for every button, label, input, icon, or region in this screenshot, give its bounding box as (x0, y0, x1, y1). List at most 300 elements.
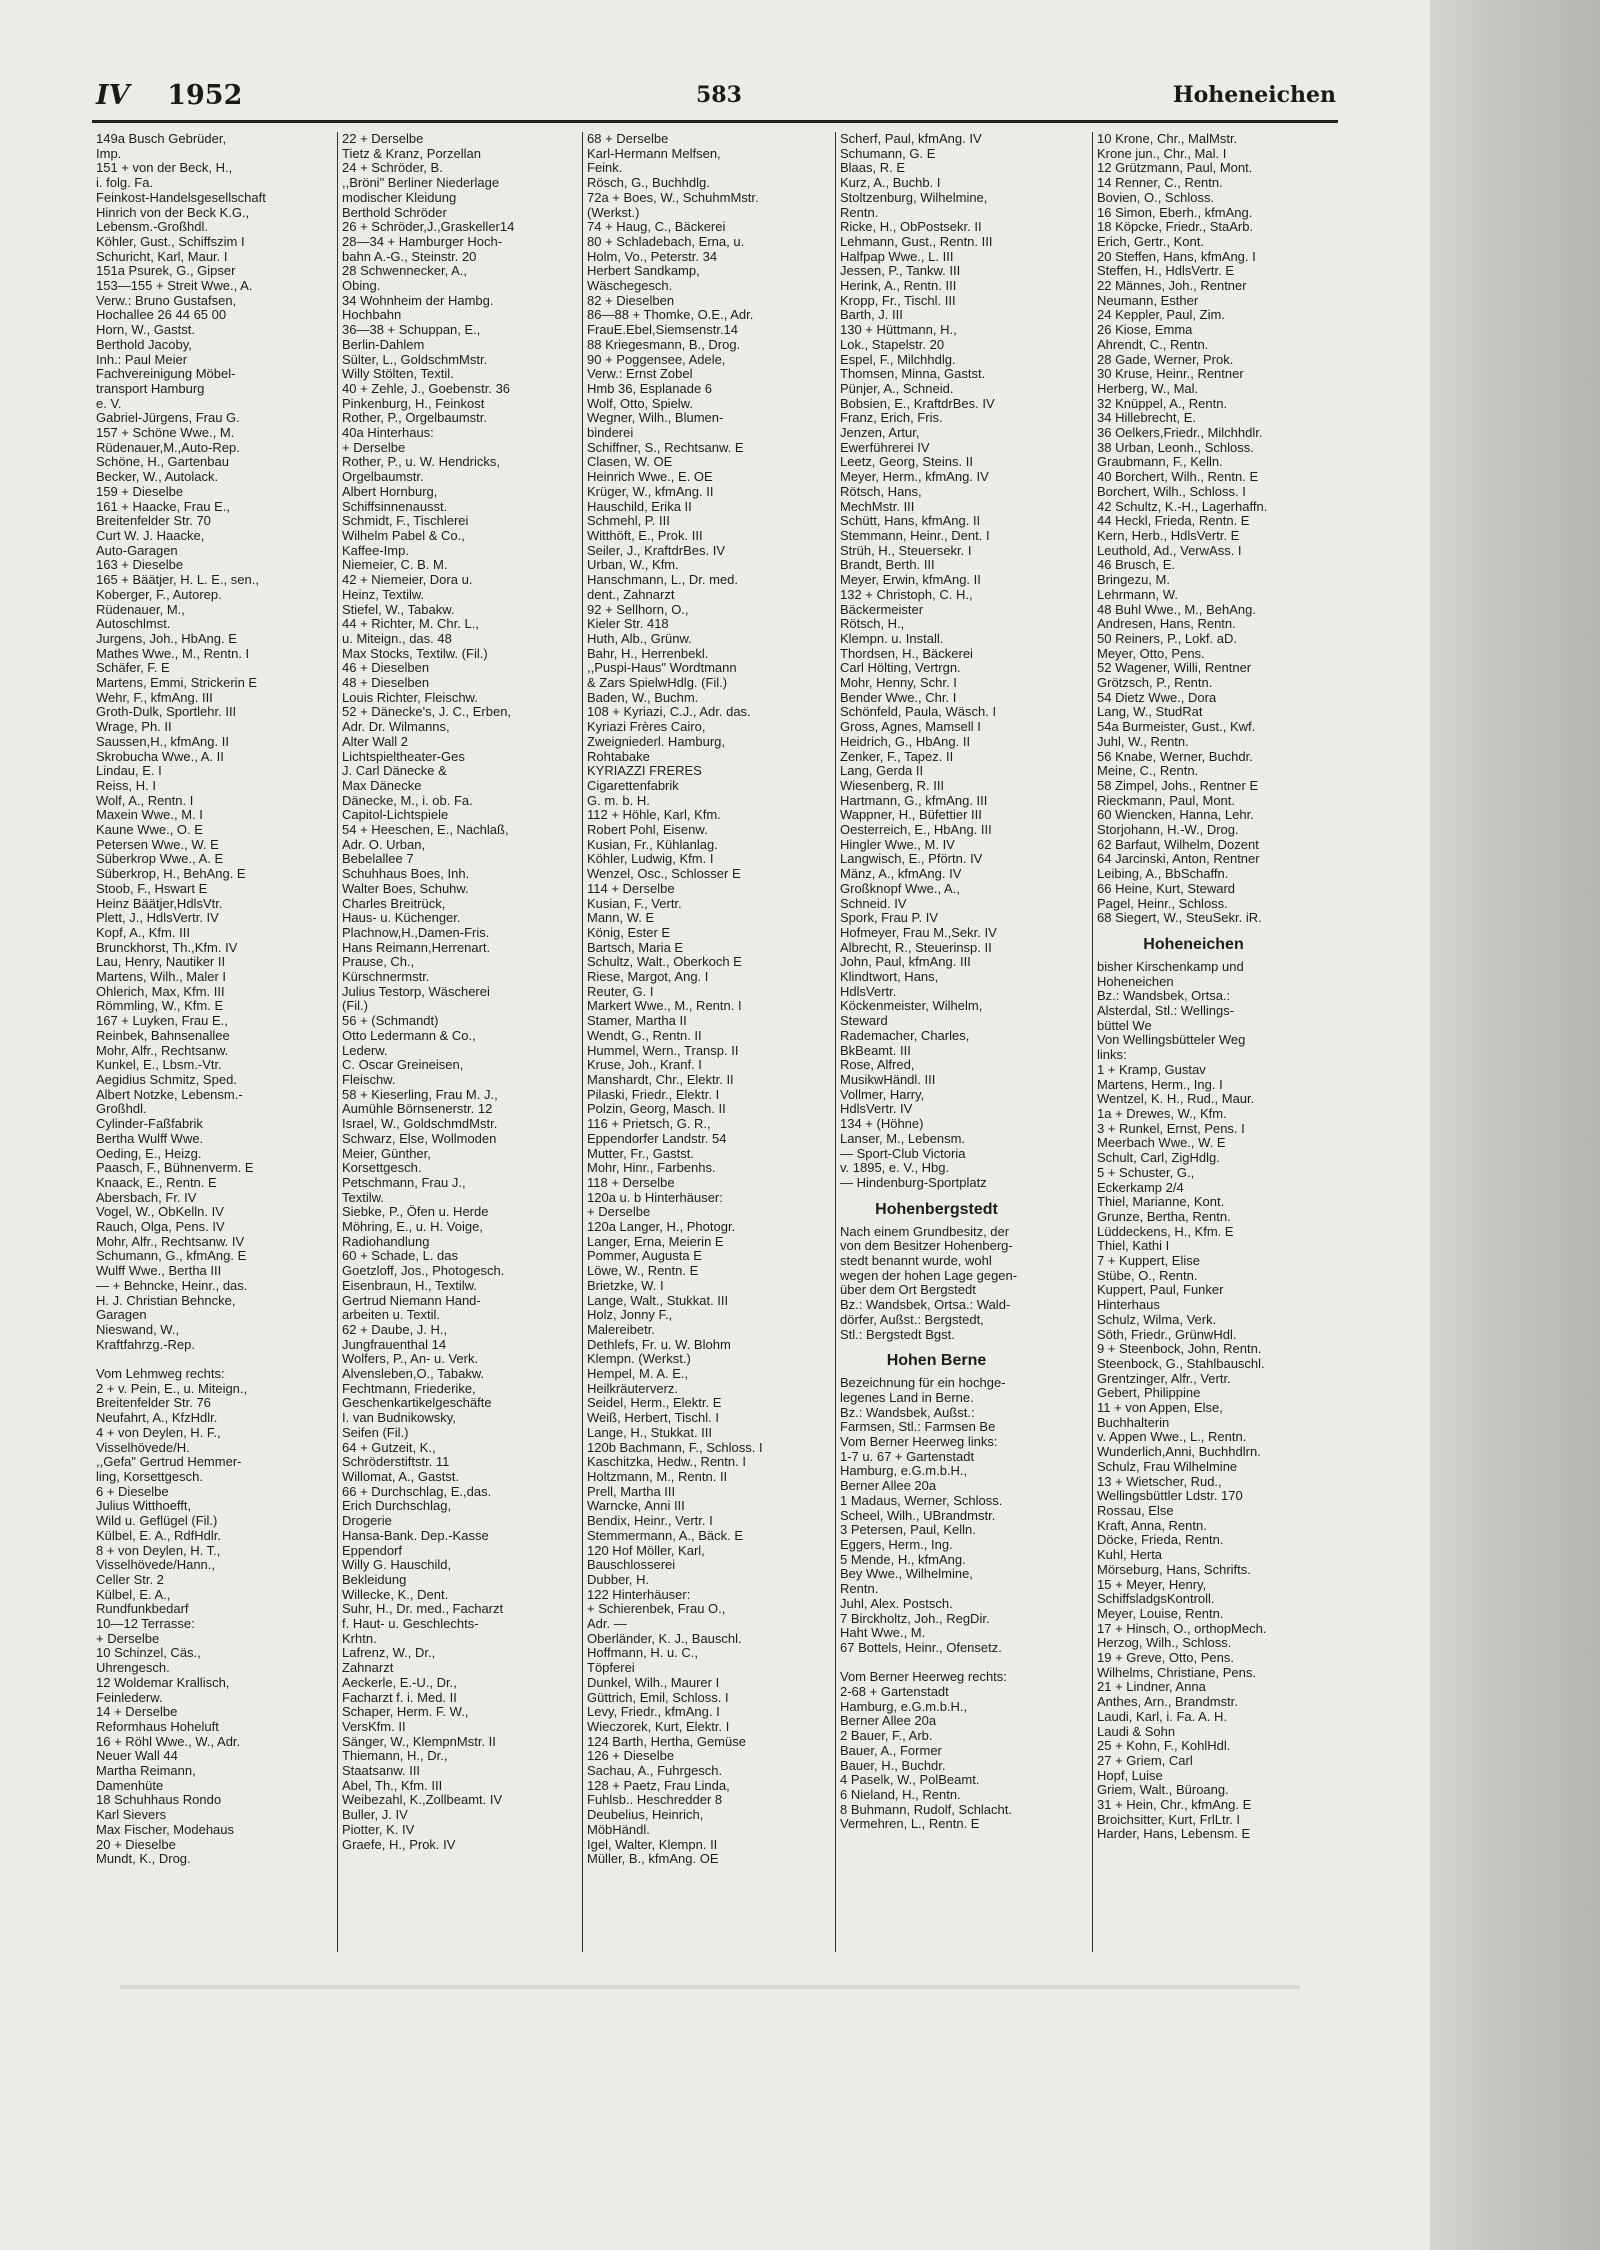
directory-entry: + Derselbe (342, 440, 406, 455)
directory-entry: Lok., Stapelstr. 20 (840, 337, 945, 352)
directory-entry: Hamburg, e.G.m.b.H., (840, 1464, 968, 1479)
directory-entry: Kurz, A., Buchb. I (840, 176, 941, 191)
directory-entry: Buchhalterin (1097, 1415, 1170, 1430)
directory-entry: Meier, Günther, (342, 1146, 431, 1161)
directory-entry: Alsterdal, Stl.: Wellings- (1097, 1004, 1235, 1019)
directory-entry: Andresen, Hans, Rentn. (1097, 617, 1236, 632)
directory-entry: Klempn. u. Install. (840, 631, 944, 646)
directory-entry: König, Ester E (587, 925, 671, 940)
directory-entry: Kürschnermstr. (342, 970, 430, 985)
directory-entry: Capitol-Lichtspiele (342, 808, 449, 823)
directory-entry: 60 + Schade, L. das (342, 1249, 459, 1264)
directory-entry: Lederw. (342, 1043, 388, 1058)
directory-entry: 74 + Haug, C., Bäckerei (587, 220, 726, 235)
directory-entry: Pagel, Heinr., Schloss. (1097, 896, 1228, 911)
directory-entry: Clasen, W. OE (587, 455, 673, 470)
directory-entry: Autoschlmst. (96, 617, 171, 632)
street-title: Hoheneichen (1172, 82, 1336, 108)
directory-entry: 130 + Hüttmann, H., (840, 323, 957, 338)
directory-entry: Manshardt, Chr., Elektr. II (587, 1073, 734, 1087)
directory-entry: Kuhl, Herta (1097, 1548, 1163, 1563)
directory-entry: MöbHändl. (587, 1822, 650, 1837)
directory-entry: HdlsVertr. (840, 984, 897, 999)
directory-entry: 19 + Greve, Otto, Pens. (1097, 1651, 1234, 1666)
directory-entry: 34 Hillebrecht, E. (1097, 411, 1196, 426)
directory-entry: Brunckhorst, Th.,Kfm. IV (96, 940, 238, 955)
directory-entry: 46 Brusch, E. (1097, 558, 1176, 573)
directory-entry: Reuter, G. I (587, 984, 654, 999)
directory-entry: Orgelbaumstr. (342, 470, 424, 485)
directory-entry: Auto-Garagen (96, 543, 178, 558)
directory-entry: Schuhhaus Boes, Inh. (342, 867, 470, 882)
directory-entry: Dubber, H. (587, 1572, 650, 1587)
section-heading: Hohenbergstedt (875, 1200, 998, 1218)
directory-entry: Heinz Bäätjer,HdlsVtr. (96, 896, 223, 911)
directory-entry: bahn A.-G., Steinstr. 20 (342, 249, 477, 264)
directory-entry: Farmsen, Stl.: Farmsen Be (840, 1420, 996, 1435)
directory-entry: 161 + Haacke, Frau E., (96, 499, 231, 514)
directory-entry: 10 Schinzel, Cäs., (96, 1646, 201, 1661)
directory-entry: 32 Knüppel, A., Rentn. (1097, 396, 1228, 411)
directory-entry: Rohtabake (587, 749, 650, 764)
directory-entry: Hauschild, Erika II (587, 499, 692, 514)
directory-entry: Tietz & Kranz, Porzellan (342, 146, 481, 161)
directory-entry: bisher Kirschenkamp und (1097, 959, 1244, 974)
directory-entry: Wilhelm Pabel & Co., (342, 528, 465, 543)
directory-entry: Rademacher, Charles, (840, 1028, 970, 1043)
directory-entry: I. van Budnikowsky, (342, 1411, 456, 1426)
directory-entry: Skrobucha Wwe., A. II (96, 749, 224, 764)
directory-entry: 24 Keppler, Paul, Zim. (1097, 308, 1225, 323)
directory-entry: 8 Buhmann, Rudolf, Schlacht. (840, 1802, 1012, 1817)
directory-entry: Walter Boes, Schuhw. (342, 881, 469, 896)
directory-entry: Seifen (Fil.) (342, 1425, 409, 1440)
directory-entry: 66 + Durchschlag, E.,das. (342, 1484, 492, 1499)
directory-entry: Pommer, Augusta E (587, 1249, 702, 1264)
directory-entry: Bauer, A., Former (840, 1743, 942, 1758)
directory-entry: Sachau, A., Fuhrgesch. (587, 1764, 723, 1779)
directory-entry: Heilkräuterverz. (587, 1381, 679, 1396)
directory-entry: Meyer, Louise, Rentn. (1097, 1606, 1224, 1621)
directory-entry: Lichtspieltheater-Ges (342, 749, 465, 764)
directory-entry: Willy G. Hauschild, (342, 1558, 452, 1573)
directory-entry: Wiesenberg, R. III (840, 778, 945, 793)
directory-entry: Thordsen, H., Bäckerei (840, 646, 973, 661)
directory-entry: Lanser, M., Lebensm. (840, 1131, 966, 1146)
directory-entry: Thiemann, H., Dr., (342, 1749, 448, 1764)
directory-entry: Riese, Margot, Ang. I (587, 970, 709, 985)
directory-entry: Neufahrt, A., KfzHdlr. (96, 1411, 218, 1426)
directory-entry: 151a Psurek, G., Gipser (96, 264, 236, 279)
directory-entry: Weiß, Herbert, Tischl. I (587, 1411, 719, 1426)
directory-entry: Löwe, W., Rentn. E (587, 1264, 699, 1279)
directory-entry: Verw.: Ernst Zobel (587, 367, 693, 382)
directory-entry: 167 + Luyken, Frau E., (96, 1014, 228, 1029)
directory-entry: Stoob, F., Hswart E (96, 881, 208, 896)
directory-entry: 62 Barfaut, Wilhelm, Dozent (1097, 837, 1259, 852)
directory-entry: Wrage, Ph. II (96, 720, 172, 735)
directory-entry: Sülter, L., GoldschmMstr. (342, 352, 488, 367)
directory-entry: transport Hamburg (96, 381, 205, 396)
directory-entry: Bovien, O., Schloss. (1097, 190, 1215, 205)
directory-entry: Celler Str. 2 (96, 1572, 164, 1587)
directory-entry: Huth, Alb., Grünw. (587, 631, 692, 646)
directory-entry: Hummel, Wern., Transp. II (587, 1043, 739, 1058)
directory-entry: Hanschmann, L., Dr. med. (587, 573, 739, 588)
directory-entry: Herbert Sandkamp, (587, 264, 700, 279)
directory-entry: 5 + Schuster, G., (1097, 1165, 1195, 1180)
directory-entry: Schumann, G., kfmAng. E (96, 1249, 247, 1264)
directory-entry: 2 + v. Pein, E., u. Miteign., (96, 1381, 248, 1396)
directory-entry: 1 + Kramp, Gustav (1097, 1062, 1206, 1077)
directory-entry: Martha Reimann, (96, 1764, 196, 1779)
directory-entry: Fechtmann, Friederike, (342, 1381, 476, 1396)
directory-entry: 27 + Griem, Carl (1097, 1753, 1193, 1768)
directory-entry: Horn, W., Gastst. (96, 323, 195, 338)
directory-entry: Lang, Gerda II (840, 764, 924, 779)
directory-entry: Martens, Wilh., Maler I (96, 970, 227, 985)
directory-entry: 126 + Dieselbe (587, 1749, 675, 1764)
directory-entry: Hempel, M. A. E., (587, 1367, 689, 1382)
directory-entry: Holm, Vo., Peterstr. 34 (587, 249, 718, 264)
directory-entry: Thiel, Marianne, Kont. (1097, 1195, 1225, 1210)
directory-entry: büttel We (1097, 1018, 1152, 1033)
directory-entry: über dem Ort Bergstedt (840, 1283, 976, 1298)
directory-entry: 151 + von der Beck, H., (96, 161, 233, 176)
directory-entry: Max Fischer, Modehaus (96, 1822, 235, 1837)
directory-entry: Rieckmann, Paul, Mont. (1097, 793, 1236, 808)
directory-entry: Warncke, Anni III (587, 1499, 685, 1514)
directory-entry: 15 + Meyer, Henry, (1097, 1577, 1207, 1592)
directory-column (1097, 132, 1290, 1952)
directory-entry: Curt W. J. Haacke, (96, 528, 205, 543)
directory-entry: Imp. (96, 146, 122, 161)
directory-entry: Korsettgesch. (342, 1161, 422, 1176)
directory-entry: 24 + Schröder, B. (342, 161, 443, 176)
directory-entry: Kusian, Fr., Kühlanlag. (587, 837, 718, 852)
directory-entry: 7 Birckholtz, Joh., RegDir. (840, 1611, 990, 1626)
directory-entry: Bz.: Wandsbek, Ortsa.: (1097, 989, 1231, 1004)
directory-entry: Storjohann, H.-W., Drog. (1097, 823, 1239, 838)
directory-entry: Bey Wwe., Wilhelmine, (840, 1567, 973, 1582)
directory-entry: Wolf, Otto, Spielw. (587, 396, 693, 411)
directory-entry: + Derselbe (96, 1631, 160, 1646)
directory-entry: 48 Buhl Wwe., M., BehAng. (1097, 602, 1256, 617)
directory-entry: Haus- u. Küchenger. (342, 911, 461, 926)
directory-entry: 54 Dietz Wwe., Dora (1097, 690, 1217, 705)
directory-entry: Bahr, H., Herrenbekl. (587, 646, 709, 661)
directory-entry: Külbel, E. A., RdfHdlr. (96, 1528, 222, 1543)
directory-entry: Visselhövede/Hann., (96, 1558, 216, 1573)
directory-entry: Mohr, Henny, Schr. I (840, 676, 957, 691)
directory-entry: 68 Siegert, W., SteuSekr. iR. (1097, 911, 1262, 926)
directory-entry: 42 + Niemeier, Dora u. (342, 573, 473, 588)
directory-entry: Willy Stölten, Textil. (342, 367, 454, 382)
directory-entry: 132 + Christoph, C. H., (840, 587, 973, 602)
directory-entry: Barth, J. III (840, 308, 903, 323)
directory-entry: 44 Heckl, Frieda, Rentn. E (1097, 514, 1250, 529)
directory-entry: Zahnarzt (342, 1661, 394, 1676)
directory-entry: 44 + Richter, M. Chr. L., (342, 617, 479, 632)
directory-entry: Thomsen, Minna, Gastst. (840, 367, 986, 382)
directory-entry: Deubelius, Heinrich, (587, 1808, 704, 1823)
directory-entry: Willomat, A., Gastst. (342, 1469, 460, 1484)
column-divider (1092, 132, 1093, 1952)
directory-entry: Schmehl, P. III (587, 514, 670, 529)
directory-entry: Becker, W., Autolack. (96, 470, 219, 485)
directory-entry: 120 Hof Möller, Karl, (587, 1543, 705, 1558)
directory-entry: 16 + Röhl Wwe., W., Adr. (96, 1734, 241, 1749)
directory-entry: Paasch, F., Bühnenverm. E (96, 1161, 254, 1176)
directory-entry: Albrecht, R., Steuerinsp. II (840, 940, 992, 955)
directory-entry: Rüdenauer,M.,Auto-Rep. (96, 440, 240, 455)
directory-entry: Broichsitter, Kurt, FrlLtr. I (1097, 1812, 1241, 1827)
directory-entry: Sänger, W., KlempnMstr. II (342, 1734, 496, 1749)
directory-entry: Mathes Wwe., M., Rentn. I (96, 646, 250, 661)
directory-entry: Schneid. IV (840, 896, 907, 911)
directory-entry: Klempn. (Werkst.) (587, 1352, 691, 1367)
directory-entry: 31 + Hein, Chr., kfmAng. E (1097, 1798, 1252, 1813)
directory-entry: Wappner, H., Büfettier III (840, 808, 982, 823)
directory-entry: Krone jun., Chr., Mal. I (1097, 146, 1227, 161)
directory-entry: Rossau, Else (1097, 1503, 1174, 1518)
directory-entry: Martens, Herm., Ing. I (1097, 1077, 1223, 1092)
directory-entry: 72a + Boes, W., SchuhmMstr. (587, 190, 759, 205)
directory-entry: Pinkenburg, H., Feinkost (342, 396, 485, 411)
directory-entry: & Zars SpielwHdlg. (Fil.) (587, 676, 728, 691)
directory-entry: Steffen, H., HdlsVertr. E (1097, 264, 1235, 279)
directory-entry: Niemeier, C. B. M. (342, 558, 448, 573)
directory-entry: G. m. b. H. (587, 793, 650, 808)
directory-entry: Berlin-Dahlem (342, 337, 425, 352)
directory-entry: 80 + Schladebach, Erna, u. (587, 234, 745, 249)
directory-entry: 122 Hinterhäuser: (587, 1587, 691, 1602)
directory-entry: Kusian, F., Vertr. (587, 896, 682, 911)
directory-entry: Ewerführerei IV (840, 440, 930, 455)
directory-entry: FrauE.Ebel,Siemsenstr.14 (587, 323, 739, 338)
directory-entry: Max Stocks, Textilw. (Fil.) (342, 646, 488, 661)
directory-entry: Erich, Gertr., Kont. (1097, 234, 1204, 249)
year: 1952 (167, 80, 243, 111)
directory-entry: Heinz, Textilw. (342, 587, 425, 602)
directory-entry: Piotter, K. IV (342, 1822, 415, 1837)
directory-entry: Gross, Agnes, Mamsell I (840, 720, 981, 735)
directory-entry: Urban, W., Kfm. (587, 558, 679, 573)
directory-entry: John, Paul, kfmAng. III (840, 955, 971, 970)
directory-entry: Meine, C., Rentn. (1097, 764, 1199, 779)
directory-entry: Obing. (342, 279, 381, 294)
directory-entry: 64 Jarcinski, Anton, Rentner (1097, 852, 1260, 867)
directory-entry: Siebke, P., Öfen u. Herde (342, 1205, 489, 1220)
directory-entry: 46 + Dieselben (342, 661, 430, 676)
directory-entry: Mohr, Alfr., Rechtsanw. IV (96, 1234, 245, 1249)
directory-entry: Süberkrop, H., BehAng. E (96, 867, 246, 882)
directory-entry: Kaschitzka, Hedw., Rentn. I (587, 1455, 746, 1470)
directory-entry: Langwisch, E., Pförtn. IV (840, 852, 983, 867)
directory-entry: von dem Besitzer Hohenberg- (840, 1239, 1013, 1254)
directory-entry: Stoltzenburg, Wilhelmine, (840, 190, 988, 205)
directory-entry: Rentn. (840, 1582, 879, 1597)
directory-entry: Schäfer, F. E (96, 661, 170, 676)
directory-entry: Vollmer, Harry, (840, 1087, 925, 1102)
directory-entry: 6 Nieland, H., Rentn. (840, 1787, 961, 1802)
directory-entry: 54a Burmeister, Gust., Kwf. (1097, 720, 1256, 735)
directory-entry: Schönfeld, Paula, Wäsch. I (840, 705, 997, 720)
directory-entry: e. V. (96, 396, 122, 411)
directory-entry: Lehmann, Gust., Rentn. III (840, 234, 993, 249)
directory-entry: Cylinder-Faßfabrik (96, 1117, 203, 1132)
directory-entry: Wendt, G., Rentn. II (587, 1028, 702, 1043)
section-heading: Hohen Berne (886, 1352, 987, 1370)
directory-entry: Stemmann, Heinr., Dent. I (840, 528, 990, 543)
directory-entry: Rüdenauer, M., (96, 602, 185, 617)
directory-entry: Fuhlsb.. Heschredder 8 (587, 1793, 723, 1808)
directory-entry: Hopf, Luise (1097, 1768, 1163, 1783)
directory-entry: Lange, H., Stukkat. III (587, 1425, 713, 1440)
directory-entry: Kaune Wwe., O. E (96, 823, 203, 838)
directory-entry: BkBeamt. III (840, 1043, 911, 1058)
directory-entry: Mohr, Hinr., Farbenhs. (587, 1161, 716, 1176)
directory-entry: i. folg. Fa. (96, 176, 154, 191)
directory-entry: Bender Wwe., Chr. I (840, 690, 957, 705)
directory-entry: Aegidius Schmitz, Sped. (96, 1073, 237, 1087)
directory-entry: Israel, W., GoldschmdMstr. (342, 1117, 498, 1132)
directory-entry: Kropp, Fr., Tischl. III (840, 293, 956, 308)
directory-entry: Stemmermann, A., Bäck. E (587, 1528, 744, 1543)
directory-entry: 20 + Dieselbe (96, 1837, 176, 1852)
directory-entry: 118 + Derselbe (587, 1175, 675, 1190)
directory-entry: Berner Allee 20a (840, 1714, 937, 1729)
directory-entry: Kunkel, E., Lbsm.-Vtr. (96, 1058, 222, 1073)
directory-entry: Inh.: Paul Meier (96, 352, 188, 367)
directory-entry: Louis Richter, Fleischw. (342, 690, 478, 705)
directory-entry: Otto Ledermann & Co., (342, 1028, 476, 1043)
directory-entry: Meyer, Erwin, kfmAng. II (840, 573, 981, 588)
directory-entry: Vogel, W., ObKelln. IV (96, 1205, 224, 1220)
directory-entry: 82 + Dieselben (587, 293, 675, 308)
directory-entry: ,,Bröni" Berliner Niederlage (342, 176, 500, 191)
directory-entry: Groth-Dulk, Sportlehr. III (96, 705, 237, 720)
directory-entry: VersKfm. II (342, 1719, 406, 1734)
directory-entry: binderei (587, 426, 634, 441)
directory-entry: Schröderstiftstr. 11 (342, 1455, 450, 1470)
directory-entry: Külbel, E. A., (96, 1587, 171, 1602)
directory-entry: Hansa-Bank. Dep.-Kasse (342, 1528, 489, 1543)
directory-entry: 114 + Derselbe (587, 881, 675, 896)
directory-entry: Zenker, F., Tapez. II (840, 749, 954, 764)
directory-entry: Abel, Th., Kfm. III (342, 1778, 443, 1793)
directory-entry: Lebensm.-Großhdl. (96, 220, 208, 235)
directory-entry: Großhdl. (96, 1102, 147, 1117)
directory-entry: Leetz, Georg, Steins. II (840, 455, 973, 470)
directory-entry: 17 + Hinsch, O., orthopMech. (1097, 1621, 1267, 1636)
directory-entry: Güttrich, Emil, Schloss. I (587, 1690, 729, 1705)
directory-entry: Witthöft, E., Prok. III (587, 528, 703, 543)
directory-entry: Leuthold, Ad., VerwAss. I (1097, 543, 1242, 558)
directory-entry: Kuppert, Paul, Funker (1097, 1283, 1224, 1298)
directory-entry: Juhl, W., Rentn. (1097, 734, 1189, 749)
directory-entry: Schöne, H., Gartenbau (96, 455, 229, 470)
directory-entry: Plett, J., HdlsVertr. IV (96, 911, 219, 926)
column-divider (835, 132, 836, 1952)
directory-entry: Berthold Schröder (342, 205, 447, 220)
directory-entry: + Derselbe (587, 1205, 651, 1220)
directory-entry: Wehr, F., kfmAng. III (96, 690, 213, 705)
directory-entry: Großknopf Wwe., A., (840, 881, 960, 896)
directory-entry: 28 Gade, Werner, Prok. (1097, 352, 1234, 367)
directory-entry: Feinkost-Handelsgesellschaft (96, 190, 266, 205)
directory-entry: Verw.: Bruno Gustafsen, (96, 293, 237, 308)
directory-entry: Markert Wwe., M., Rentn. I (587, 999, 742, 1014)
directory-entry: Mohr, Alfr., Rechtsanw. (96, 1043, 229, 1058)
directory-entry: 22 Männes, Joh., Rentner (1097, 279, 1247, 294)
directory-entry: Kopf, A., Kfm. III (96, 925, 190, 940)
directory-entry: Ohlerich, Max, Kfm. III (96, 984, 225, 999)
directory-entry: Langer, Erna, Meierin E (587, 1234, 724, 1249)
directory-entry: 120a Langer, H., Photogr. (587, 1220, 736, 1235)
directory-entry: Eisenbraun, H., Textilw. (342, 1278, 477, 1293)
directory-entry: Meyer, Herm., kfmAng. IV (840, 470, 989, 485)
directory-entry: Nieswand, W., (96, 1322, 180, 1337)
directory-entry: 149a Busch Gebrüder, (96, 132, 227, 146)
directory-entry: f. Haut- u. Geschlechts- (342, 1617, 479, 1632)
directory-entry: Wäschegesch. (587, 279, 673, 294)
directory-entry: Borchert, Wilh., Schloss. I (1097, 484, 1246, 499)
directory-entry: Bebelallee 7 (342, 852, 414, 867)
directory-entry: Hamburg, e.G.m.b.H., (840, 1699, 968, 1714)
directory-entry: Adr. — (587, 1617, 627, 1632)
directory-entry: Griem, Walt., Büroang. (1097, 1783, 1229, 1798)
directory-entry: Bauer, H., Buchdr. (840, 1758, 946, 1773)
directory-entry: 12 Woldemar Krallisch, (96, 1675, 230, 1690)
directory-entry: C. Oscar Greineisen, (342, 1058, 464, 1073)
directory-entry: Gertrud Niemann Hand- (342, 1293, 481, 1308)
directory-entry: Suhr, H., Dr. med., Facharzt (342, 1602, 504, 1617)
directory-entry: v. Appen Wwe., L., Rentn. (1097, 1430, 1247, 1445)
directory-entry: Meyer, Otto, Pens. (1097, 646, 1205, 661)
directory-entry: Krhtn. (342, 1631, 377, 1646)
directory-entry: Bartsch, Maria E (587, 940, 684, 955)
volume-roman: IV (96, 80, 130, 111)
directory-entry: Jurgens, Joh., HbAng. E (96, 631, 237, 646)
directory-entry: Jungfrauenthal 14 (342, 1337, 447, 1352)
directory-entry: Scheel, Wilh., UBrandmstr. (840, 1508, 996, 1523)
directory-entry: Herink, A., Rentn. III (840, 279, 957, 294)
directory-entry: 21 + Lindner, Anna (1097, 1680, 1206, 1695)
directory-entry: Lehrmann, W. (1097, 587, 1178, 602)
directory-entry: 112 + Höhle, Karl, Kfm. (587, 808, 721, 823)
directory-entry: 62 + Daube, J. H., (342, 1322, 448, 1337)
directory-entry: Hoheneichen (1097, 974, 1174, 989)
directory-entry: Damenhüte (96, 1778, 164, 1793)
directory-entry: Alvensleben,O., Tabakw. (342, 1367, 485, 1382)
directory-entry: 14 Renner, C., Rentn. (1097, 176, 1223, 191)
directory-entry: Rötsch, H., (840, 617, 905, 632)
directory-entry: Eppendorf (342, 1543, 402, 1558)
directory-entry: Rundfunkbedarf (96, 1602, 189, 1617)
directory-entry: MusikwHändl. III (840, 1073, 936, 1087)
directory-entry: Dänecke, M., i. ob. Fa. (342, 793, 473, 808)
directory-entry: Schult, Carl, ZigHdlg. (1097, 1151, 1220, 1166)
directory-entry: 50 Reiners, P., Lokf. aD. (1097, 631, 1237, 646)
directory-entry: Reiss, H. I (96, 778, 156, 793)
directory-entry: Julius Witthoefft, (96, 1499, 192, 1514)
directory-entry: 36—38 + Schuppan, E., (342, 323, 481, 338)
directory-entry: 56 + (Schmandt) (342, 1014, 439, 1029)
directory-entry: Oesterreich, E., HbAng. III (840, 823, 992, 838)
directory-entry: Rauch, Olga, Pens. IV (96, 1220, 225, 1235)
directory-entry: links: (1097, 1048, 1127, 1063)
